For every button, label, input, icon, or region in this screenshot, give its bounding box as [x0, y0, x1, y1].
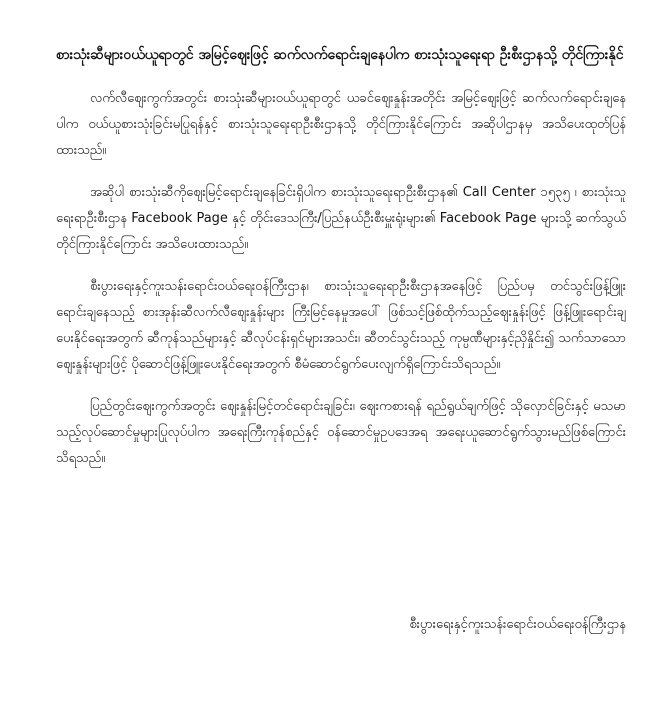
- paragraph-3: စီးပွားရေးနှင့်ကူးသန်းရောင်းဝယ်ရေးဝန်ကြီးဌာန၊ စားသုံးသူရေးရာဦးစီးဌာနအနေဖြင့် ပြည်ပမှ တင်သွင်းဖြန့်ဖြူးရောင်းချနေသည့် စားအုန်းဆီလက်လီဈေးနှုန်းများ ကြီးမြင့်နေမှုအပေါ် ဖြစ်သင့်ဖြစ်ထိုက်သည့်ဈေးနှုန်းဖြင့် ဖြန့်ဖြူးရောင်းချပေးနိုင်ရေးအတွက် ဆီကုန်သည်များနှင့် ဆီလုပ်ငန်းရှင်များအသင်း၊ ဆီတင်သွင်းသည့် ကုမ္ပဏီများနှင့်ညှိနှိုင်း၍ သက်သာသောဈေးနှုန်းများဖြင့် ပိုဆောင်ဖြန့်ဖြူးပေးနိုင်ရေးအတွက် စီမံဆောင်ရွက်ပေးလျက်ရှိကြောင်းသိရသည်။: [56, 279, 626, 372]
- issuing-ministry-signature: စီးပွားရေးနှင့်ကူးသန်းရောင်းဝယ်ရေးဝန်ကြီးဌာန: [409, 617, 626, 632]
- paragraph-4: ပြည်တွင်းဈေးကွက်အတွင်း ဈေးနှုန်းမြင့်တင်ရောင်းချခြင်း၊ ဈေးကစားရန် ရည်ရွယ်ချက်ဖြင့် သိုလှောင်ခြင်းနှင့် မသမာသည့်လုပ်ဆောင်မှုများပြုလုပ်ပါက အရေးကြီးကုန်စည်နှင့် ဝန်ဆောင်မှုဥပဒေအရ အရေးယူဆောင်ရွက်သွားမည်ဖြစ်ကြောင်းသိရသည်။: [56, 399, 626, 466]
- paragraph-1: လက်လီဈေးကွက်အတွင်း စားသုံးဆီများဝယ်ယူရာတွင် ယခင်ဈေးနှုန်းအတိုင်း အမြင့်ဈေးဖြင့် ဆက်လက်ရောင်းချနေပါက ဝယ်ယူစားသုံးခြင်းမပြုရန်နှင့် စားသုံးသူရေးရာဦးစီးဌာနသို့ တိုင်ကြားနိုင်ကြောင်း အဆိုပါဌာနမှ အသိပေးထုတ်ပြန်ထားသည်။: [56, 91, 626, 158]
- paragraph-2: အဆိုပါ စားသုံးဆီကိုဈေးမြင့်ရောင်းချနေခြင်းရှိပါက စားသုံးသူရေးရာဦးစီးဌာန၏ Call Center ၁၅၃၅ ၊ စားသုံးသူရေးရာဦးစီးဌာန Facebook Page နှင့် တိုင်းဒေသကြီး/ပြည်နယ်ဦးစီးမှူးရုံးများ၏ Facebook Page များသို့ ဆက်သွယ်တိုင်ကြားနိုင်ကြောင်း အသိပေးထားသည်။: [56, 185, 626, 252]
- document-title: စားသုံးဆီများဝယ်ယူရာတွင် အမြင့်ဈေးဖြင့် ဆက်လက်ရောင်းချနေပါက စားသုံးသူရေးရာ ဦးစီးဌာနသို့ တိုင်ကြားနိုင်: [56, 47, 624, 63]
